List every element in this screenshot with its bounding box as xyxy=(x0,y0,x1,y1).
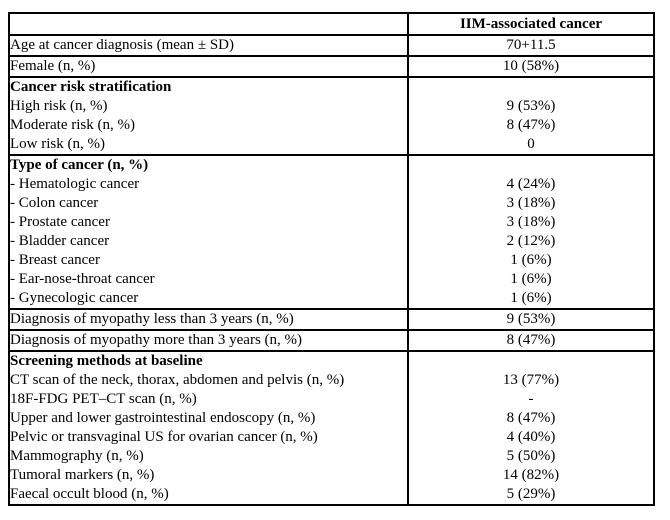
header-empty-cell xyxy=(9,13,408,35)
row-value: 10 (58%) xyxy=(502,58,560,74)
row-value: 9 (53%) xyxy=(506,311,556,327)
row-value-cell xyxy=(408,330,654,351)
row-value-cell xyxy=(408,155,654,309)
characteristics-table xyxy=(8,12,655,506)
row-value: 1 (6%) xyxy=(510,271,552,287)
row-label: Diagnosis of myopathy less than 3 years (n, %) xyxy=(10,311,294,327)
row-label-cell xyxy=(9,155,408,309)
row-label-cell xyxy=(9,351,408,505)
row-value: 0 xyxy=(527,136,535,152)
row-label: Low risk (n, %) xyxy=(10,136,105,152)
row-label: - Ear-nose-throat cancer xyxy=(10,271,155,287)
row-label-cell xyxy=(9,309,408,330)
row-label: Female (n, %) xyxy=(10,58,96,74)
row-value: 4 (40%) xyxy=(506,429,556,445)
table-body xyxy=(9,13,654,505)
row-label: Moderate risk (n, %) xyxy=(10,117,135,133)
row-value: - xyxy=(528,391,534,407)
row-label: Upper and lower gastrointestinal endoscopy (n, %) xyxy=(10,410,316,426)
row-value xyxy=(409,156,653,175)
row-value: 70+11.5 xyxy=(506,37,556,53)
row-value: 5 (29%) xyxy=(506,486,556,502)
row-label: Mammography (n, %) xyxy=(10,448,144,464)
row-value xyxy=(409,352,653,371)
row-label: Age at cancer diagnosis (mean ± SD) xyxy=(10,37,234,53)
row-label: - Bladder cancer xyxy=(10,233,110,249)
row-value: 4 (24%) xyxy=(506,176,556,192)
section-heading: Cancer risk stratification xyxy=(10,79,172,95)
row-value: 14 (82%) xyxy=(502,467,560,483)
table-row xyxy=(9,56,654,77)
row-value: 3 (18%) xyxy=(506,214,556,230)
row-label-cell xyxy=(9,77,408,155)
table-row xyxy=(9,77,654,155)
column-header-label: IIM-associated cancer xyxy=(459,16,603,32)
row-label: Tumoral markers (n, %) xyxy=(10,467,155,483)
row-value: 8 (47%) xyxy=(506,117,556,133)
row-value: 8 (47%) xyxy=(506,332,556,348)
row-value: 3 (18%) xyxy=(506,195,556,211)
row-label: - Colon cancer xyxy=(10,195,99,211)
row-label: High risk (n, %) xyxy=(10,98,108,114)
row-label: - Prostate cancer xyxy=(10,214,110,230)
table-row xyxy=(9,155,654,309)
section-heading: Screening methods at baseline xyxy=(10,353,203,369)
table-row xyxy=(9,351,654,505)
table-row xyxy=(9,330,654,351)
row-value: 1 (6%) xyxy=(510,252,552,268)
table-header-row xyxy=(9,13,654,35)
row-value-cell xyxy=(408,35,654,56)
row-label-cell xyxy=(9,330,408,351)
row-value: 9 (53%) xyxy=(506,98,556,114)
row-value xyxy=(409,78,653,97)
row-label: Faecal occult blood (n, %) xyxy=(10,486,169,502)
row-label: Diagnosis of myopathy more than 3 years (n, %) xyxy=(10,332,303,348)
row-value-cell xyxy=(408,351,654,505)
row-value-cell xyxy=(408,309,654,330)
row-value: 5 (50%) xyxy=(506,448,556,464)
row-value: 2 (12%) xyxy=(506,233,556,249)
section-heading: Type of cancer (n, %) xyxy=(10,157,149,173)
row-label: 18F-FDG PET–CT scan (n, %) xyxy=(10,391,197,407)
row-label: - Breast cancer xyxy=(10,252,100,268)
table-row xyxy=(9,309,654,330)
column-header xyxy=(408,13,654,35)
row-value: 13 (77%) xyxy=(502,372,560,388)
row-label: - Hematologic cancer xyxy=(10,176,140,192)
row-label-cell xyxy=(9,56,408,77)
row-label: - Gynecologic cancer xyxy=(10,290,139,306)
row-value-cell xyxy=(408,77,654,155)
row-label: Pelvic or transvaginal US for ovarian cancer (n, %) xyxy=(10,429,318,445)
row-label-cell xyxy=(9,35,408,56)
row-label: CT scan of the neck, thorax, abdomen and pelvis (n, %) xyxy=(10,372,345,388)
row-value: 8 (47%) xyxy=(506,410,556,426)
row-value: 1 (6%) xyxy=(510,290,552,306)
row-value-cell xyxy=(408,56,654,77)
table-row xyxy=(9,35,654,56)
